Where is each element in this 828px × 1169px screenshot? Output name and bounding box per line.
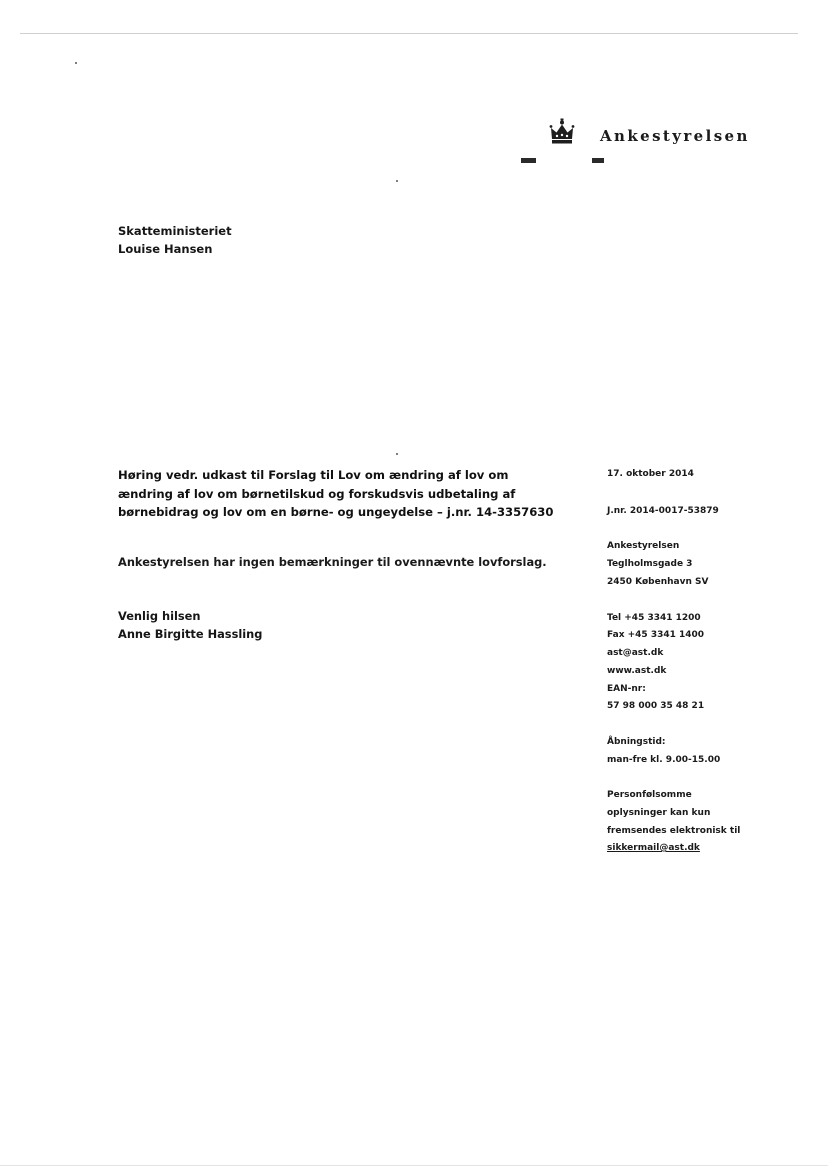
ean-number: 57 98 000 35 48 21 (607, 701, 705, 711)
recipient-block (118, 222, 232, 258)
scan-speck (396, 453, 398, 455)
phone-number: Tel +45 3341 1200 (607, 613, 701, 623)
sensitive-info-note: oplysninger kan kun (607, 808, 711, 818)
scan-edge-bottom (0, 1165, 828, 1166)
address-street: Teglholmsgade 3 (607, 559, 693, 569)
sensitive-info-note: Personfølsomme (607, 790, 692, 800)
sensitive-info-note: fremsendes elektronisk til (607, 826, 741, 836)
email-address: ast@ast.dk (607, 648, 664, 658)
opening-hours-label: Åbningstid: (607, 737, 666, 747)
letter-body: Ankestyrelsen har ingen bemærkninger til ovennævnte lovforslag. (118, 555, 547, 569)
subject-line: Høring vedr. udkast til Forslag til Lov om ændring af lov om (118, 468, 509, 482)
royal-crown-icon (548, 118, 576, 146)
scan-speck (75, 62, 77, 64)
opening-hours-value: man-fre kl. 9.00-15.00 (607, 755, 721, 765)
address-name: Ankestyrelsen (607, 541, 680, 551)
secure-email-link[interactable]: sikkermail@ast.dk (607, 843, 700, 853)
letter-date: 17. oktober 2014 (607, 469, 694, 479)
recipient-name: Louise Hansen (118, 242, 213, 256)
closing-block (118, 607, 262, 643)
scan-edge-top (20, 33, 798, 34)
flag-mark-left (521, 158, 536, 163)
website: www.ast.dk (607, 666, 667, 676)
letter-subject (118, 466, 588, 522)
letterhead-logo (548, 118, 778, 168)
address-city: 2450 København SV (607, 577, 709, 587)
flag-mark-right (592, 158, 604, 163)
organization-name: Ankestyrelsen (600, 127, 750, 145)
subject-line: ændring af lov om børnetilskud og forskudsvis udbetaling af (118, 486, 516, 501)
subject-line: børnebidrag og lov om en børne- og ungeydelse – j.nr. 14-3357630 (118, 505, 554, 519)
ean-label: EAN-nr: (607, 684, 646, 694)
closing-greeting: Venlig hilsen (118, 609, 201, 623)
signatory-name: Anne Birgitte Hassling (118, 627, 263, 641)
journal-number: J.nr. 2014-0017-53879 (607, 506, 719, 516)
recipient-organization: Skatteministeriet (118, 224, 232, 238)
scan-speck (396, 180, 398, 182)
fax-number: Fax +45 3341 1400 (607, 630, 705, 640)
